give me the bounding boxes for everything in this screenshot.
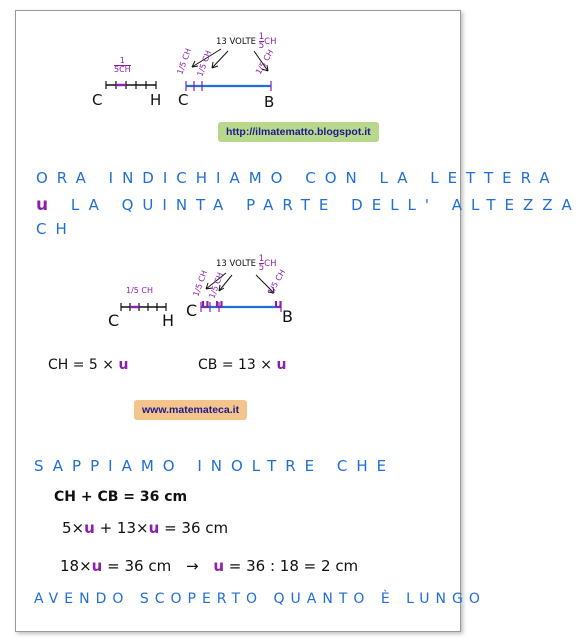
svg-text:1/5 CH: 1/5 CH [207, 271, 226, 300]
equation-units: 5×u + 13×u = 36 cm [62, 519, 229, 537]
u-mark-2b: u [215, 297, 224, 311]
svg-text:1/5 CH: 1/5 CH [265, 268, 288, 296]
svg-text:1/5 CH: 1/5 CH [253, 48, 276, 76]
u-symbol: u [36, 195, 58, 215]
volte-label-1: 13 VOLTE $\frac{1}{5}$ CH [216, 32, 277, 51]
fraction-label-1: 1 5CH [114, 56, 131, 74]
intro-line-2: u LA QUINTA PARTE DELL' ALTEZZA [36, 195, 581, 215]
point-c-left-1: C [92, 91, 103, 109]
point-c-right-1: C [178, 91, 189, 109]
svg-text:1/5 CH: 1/5 CH [126, 286, 154, 295]
equation-cb: CB = 13 × u [198, 357, 287, 373]
blog-link-badge[interactable]: http://ilmatematto.blogspot.it [218, 122, 379, 142]
volte-label-2: 13 VOLTE $\frac{1}{5}$ CH [216, 254, 277, 273]
worksheet-page [15, 10, 581, 632]
fifth-labels-1 [175, 47, 275, 77]
intro-line-3: CH [36, 220, 76, 238]
point-h-1: H [150, 91, 162, 109]
diagram-segments-1 [16, 11, 460, 131]
point-c-right-2: C [186, 301, 198, 320]
equation-solve: 18×u = 36 cm → u = 36 : 18 = 2 cm [60, 557, 359, 575]
equation-sum: CH + CB = 36 cm [54, 489, 188, 505]
point-b-1: B [264, 93, 275, 111]
svg-text:1/5 CH: 1/5 CH [195, 49, 214, 78]
point-c-left-2: C [108, 311, 120, 330]
footer-line: AVENDO SCOPERTO QUANTO È LUNGO [34, 591, 486, 607]
svg-text:1/5 CH: 1/5 CH [175, 47, 194, 76]
point-h-2: H [162, 311, 175, 330]
svg-text:1/5 CH: 1/5 CH [191, 269, 210, 298]
sappiamo-heading: SAPPIAMO INOLTRE CHE [34, 457, 396, 475]
equation-ch: CH = 5 × u [48, 357, 129, 373]
u-mark-2a: u [201, 297, 210, 311]
matemateca-link-badge[interactable]: www.matemateca.it [134, 400, 247, 420]
point-b-2: B [282, 307, 293, 326]
u-mark-2c: u [274, 297, 283, 311]
intro-line-1: ORA INDICHIAMO CON LA LETTERA [36, 169, 559, 187]
